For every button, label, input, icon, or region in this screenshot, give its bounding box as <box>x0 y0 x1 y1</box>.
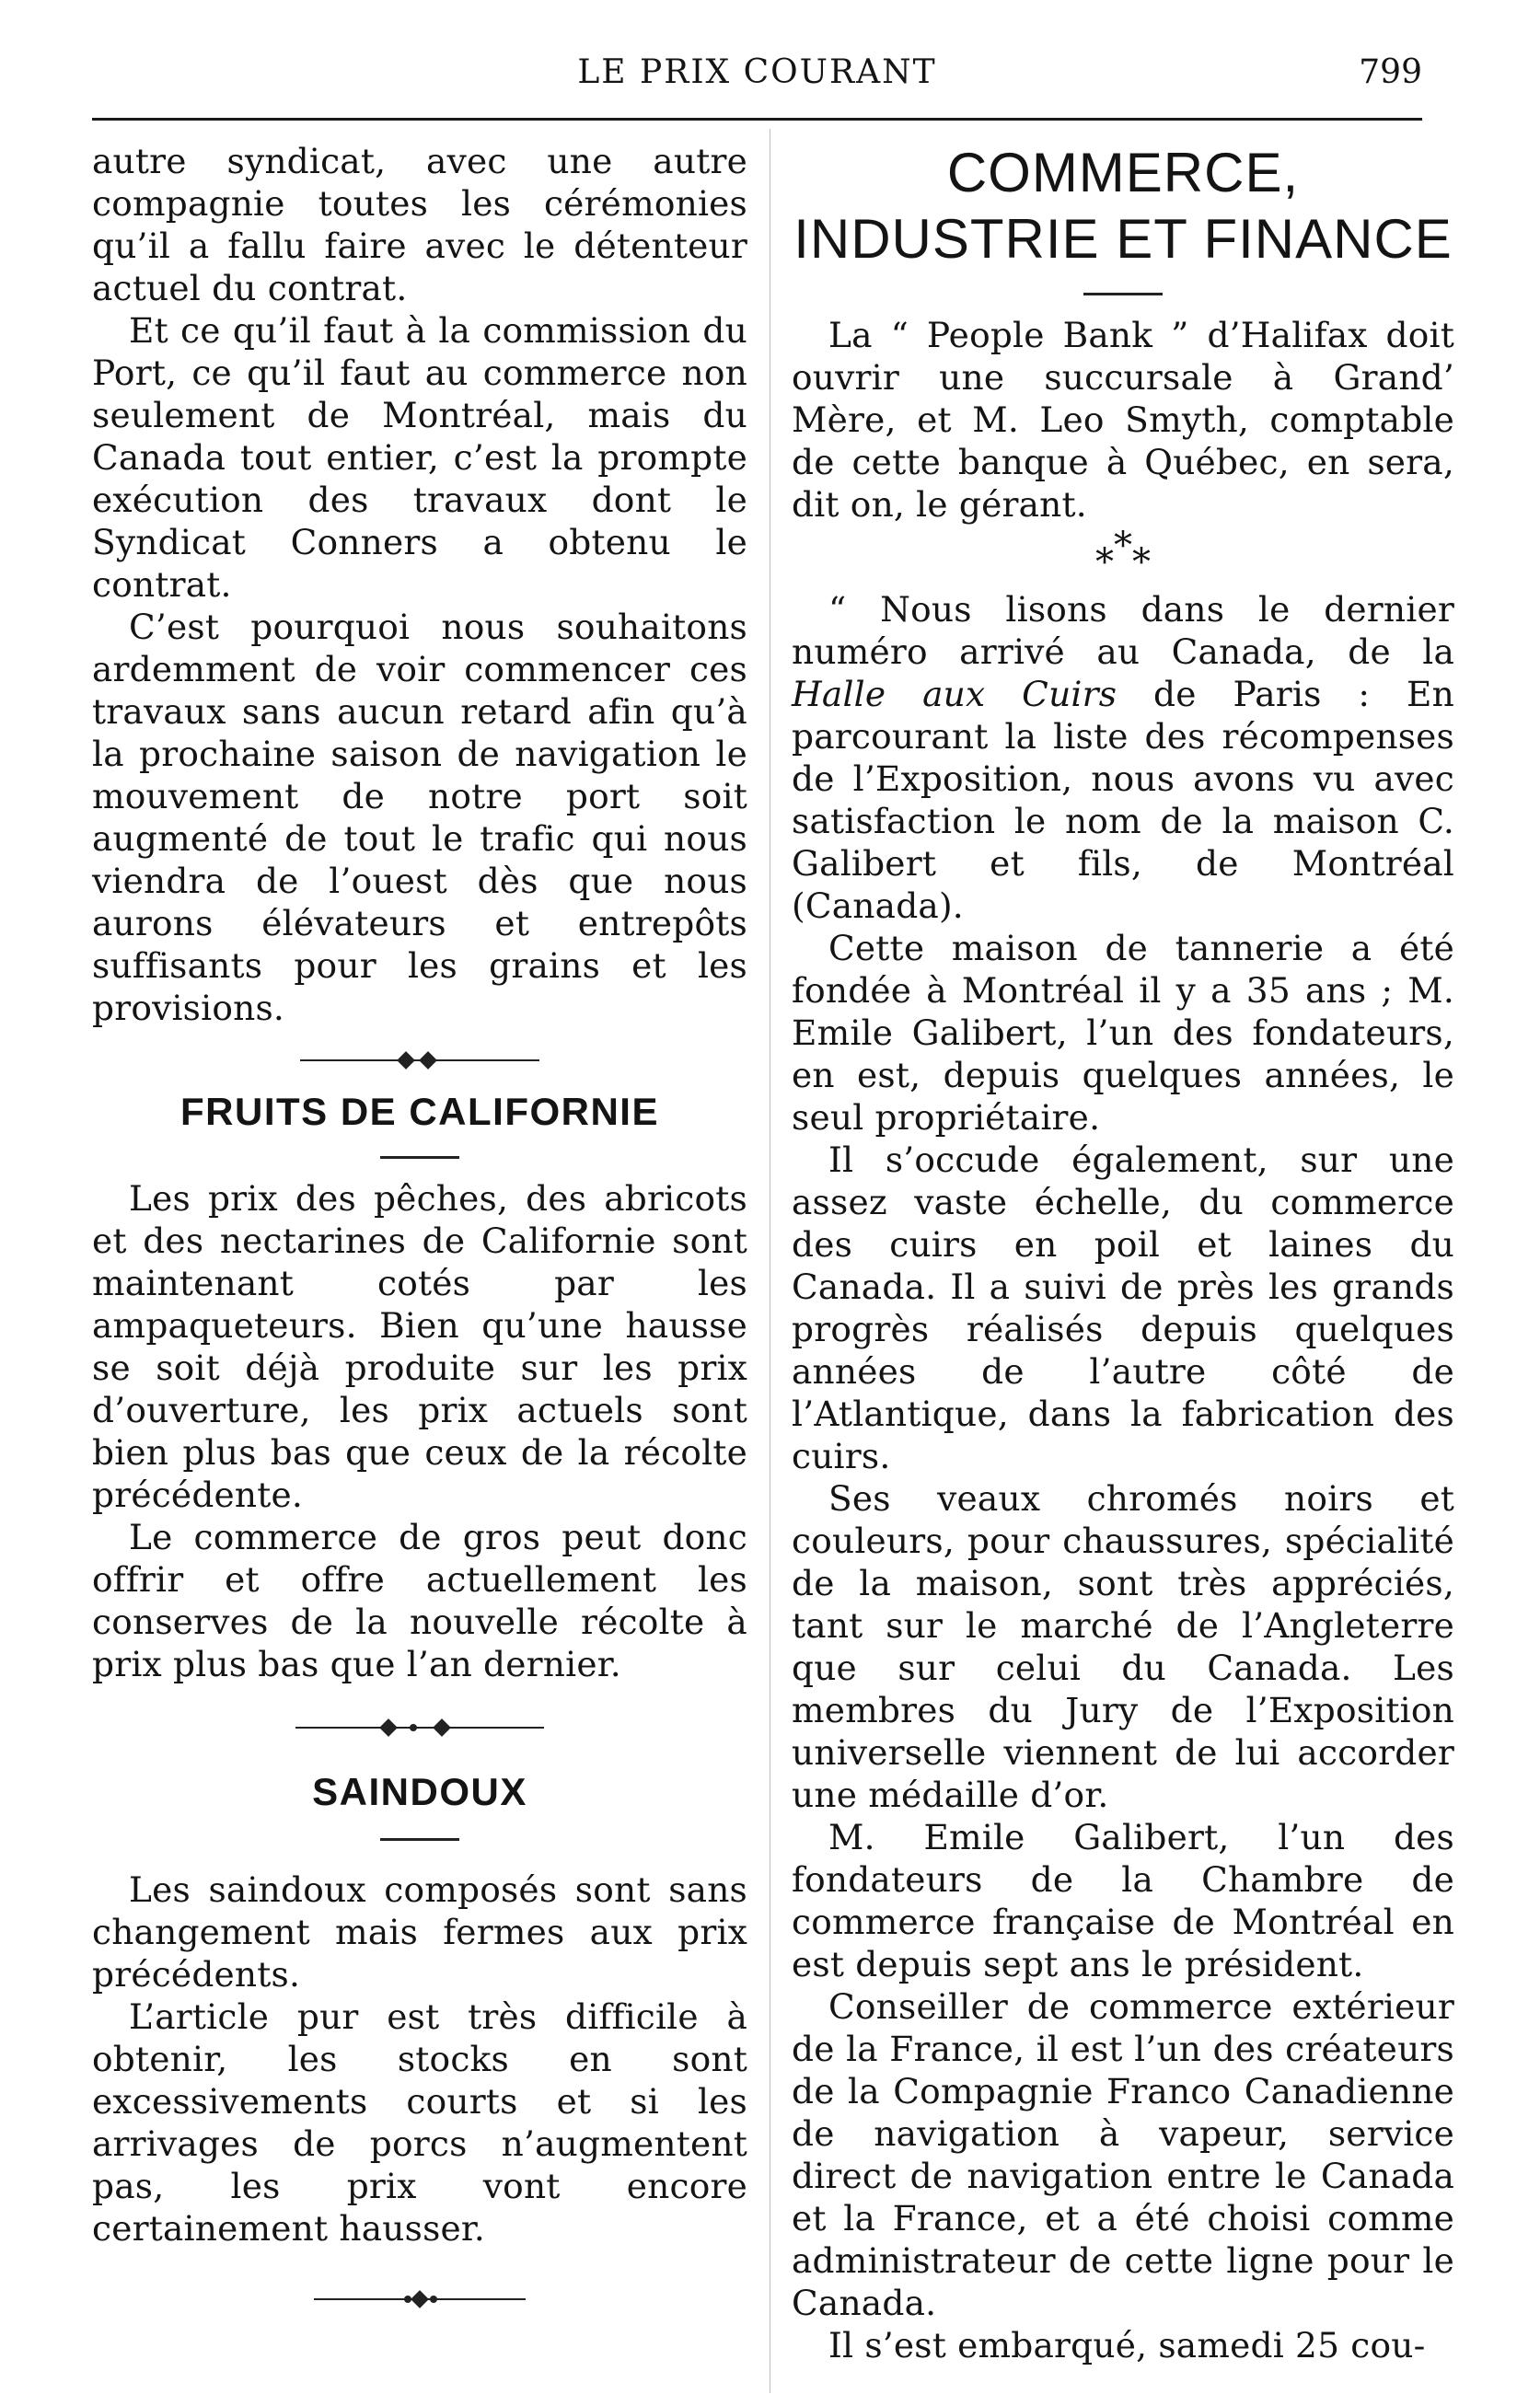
section-heading-fruits: FRUITS DE CALIFORNIE <box>180 1090 659 1133</box>
heading-line: COMMERCE, <box>946 142 1300 203</box>
asterism: *** <box>1095 525 1151 584</box>
paragraph: Les saindoux composés sont sans changement mais fermes aux prix précédents. <box>92 1869 747 1995</box>
paragraph: “ Nous lisons dans le dernier numéro arrivé au Canada, de la Halle aux Cuirs de Paris : En parcourant la liste des récompenses de l’Exposition, nous avons vu avec satisfaction le nom de la maison C. Galibert et fils, de Montréal (Canada). <box>792 589 1454 926</box>
ornament-divider <box>295 1718 544 1737</box>
heading-line: INDUSTRIE ET FINANCE <box>793 208 1453 270</box>
paragraph: Cette maison de tannerie a été fondée à Montréal il y a 35 ans ; M. Emile Galibert, l’un des fondateurs, en est, depuis quelques années, le seul propriétaire. <box>792 928 1454 1138</box>
paragraph: C’est pourquoi nous souhaitons ardemment de voir commencer ces travaux sans aucun retard afin qu’à la prochaine saison de navigation le mouvement de notre port soit augmenté de tout le trafic qui nous viendra de l’ouest dès que nous aurons élévateurs et entrepôts suffisants pour les grains et les provisions. <box>92 607 747 1028</box>
heading-rule <box>1083 293 1163 295</box>
ornament-divider <box>314 2290 526 2308</box>
paragraph: Il s’est embarqué, samedi 25 cou- <box>828 2325 1426 2366</box>
paragraph: M. Emile Galibert, l’un des fondateurs de la Chambre de commerce française de Montréal en est depuis sept ans le président. <box>792 1817 1454 1984</box>
section-heading-commerce <box>792 140 1454 272</box>
paragraph: Il s’occude également, sur une assez vaste échelle, du commerce des cuirs en poil et laines du Canada. Il a suivi de près les grands progrès réalisés depuis quelques années de l’autre côté de l’Atlantique, dans la fabrication des cuirs. <box>792 1139 1454 1476</box>
header-rule <box>92 118 1422 121</box>
paragraph: La “ People Bank ” d’Halifax doit ouvrir une succursale à Grand’ Mère, et M. Leo Smyth, comptable de cette banque à Québec, en sera, dit on, le gérant. <box>792 315 1454 525</box>
paragraph: Le commerce de gros peut donc offrir et offre actuellement les conserves de la nouvelle récolte à prix plus bas que l’an dernier. <box>92 1517 747 1684</box>
paragraph: Et ce qu’il faut à la commission du Port, ce qu’il faut au commerce non seulement de Montréal, mais du Canada tout entier, c’est la prompte exécution des travaux dont le Syndicat Conners a obtenu le contrat. <box>92 310 747 605</box>
paragraph: autre syndicat, avec une autre compagnie toutes les cérémonies qu’il a fallu faire avec le détenteur actuel du contrat. <box>92 141 747 308</box>
paragraph: Conseiller de commerce extérieur de la France, il est l’un des créateurs de la Compagnie Franco Canadienne de navigation à vapeur, service direct de navigation entre le Canada et la France, et a été choisi comme administrateur de cette ligne pour le Canada. <box>792 1986 1454 2323</box>
publication-title: LE PRIX COURANT <box>577 53 937 91</box>
page-number: 799 <box>1359 53 1422 91</box>
ornament-divider <box>300 1051 539 1070</box>
heading-rule <box>380 1156 459 1159</box>
running-head <box>92 53 1422 109</box>
heading-rule <box>380 1838 459 1841</box>
right-column <box>792 140 1454 2366</box>
left-column <box>92 140 747 2308</box>
section-heading-saindoux: SAINDOUX <box>312 1770 527 1813</box>
paragraph: L’article pur est très difficile à obtenir, les stocks en sont excessivements courts et si les arrivages de porcs n’augmentent pas, les prix vont encore certainement hausser. <box>92 1996 747 2249</box>
italic-title: Halle aux Cuirs <box>792 674 1117 714</box>
paragraph: Les prix des pêches, des abricots et des nectarines de Californie sont maintenant cotés par les ampaqueteurs. Bien qu’une hausse se soit déjà produite sur les prix d’ouverture, les prix actuels sont bien plus bas que ceux de la récolte précédente. <box>92 1178 747 1515</box>
paragraph: Ses veaux chromés noirs et couleurs, pour chaussures, spécialité de la maison, sont très appréciés, tant sur le marché de l’Angleterre que sur celui du Canada. Les membres du Jury de l’Exposition universelle viennent de lui accorder une médaille d’or. <box>792 1478 1454 1815</box>
